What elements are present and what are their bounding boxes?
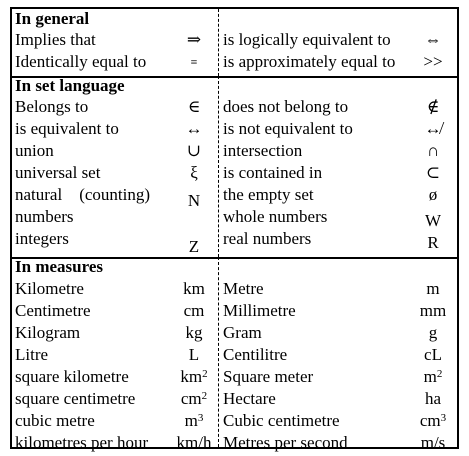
unit-symbol: m — [426, 279, 440, 298]
whole-numbers-symbol: W — [424, 211, 442, 230]
term-label: Implies that — [15, 30, 96, 49]
term-label: natural (counting) — [15, 185, 151, 204]
term-label: Belongs to — [15, 97, 89, 116]
section-heading: In measures — [15, 257, 103, 276]
table-row — [12, 118, 457, 140]
intersection-symbol: ∩ — [426, 141, 440, 160]
term-label: Square meter — [223, 367, 314, 386]
empty-set-symbol: ø — [428, 185, 438, 204]
table-row — [12, 410, 457, 432]
section-general — [12, 9, 457, 78]
integers-symbol: Z — [188, 237, 200, 256]
equivalent-arrow-icon: ↔ — [185, 119, 203, 138]
unit-exponent: 2 — [436, 368, 443, 380]
term-label: integers — [15, 229, 69, 248]
not-element-symbol: ∉ — [426, 97, 440, 116]
table-row — [12, 322, 457, 344]
unit-exponent: 3 — [440, 412, 447, 424]
unit-symbol: kg — [185, 323, 203, 342]
natural-numbers-symbol: N — [187, 191, 201, 210]
term-label: cubic metre — [15, 411, 95, 430]
term-label: Gram — [223, 323, 262, 342]
term-label: Hectare — [223, 389, 276, 408]
table-row — [12, 228, 457, 256]
term-label: Cubic centimetre — [223, 411, 340, 430]
term-label: Centimetre — [15, 301, 91, 320]
section-measures — [12, 257, 457, 452]
table-row — [12, 278, 457, 300]
term-label: universal set — [15, 163, 101, 182]
approx-symbol: >> — [423, 52, 443, 71]
table-row — [12, 206, 457, 228]
term-label: is contained in — [223, 163, 323, 182]
term-label: Metre — [223, 279, 264, 298]
unit-symbol: m/s — [420, 433, 446, 452]
unit-symbol: mm — [419, 301, 447, 320]
term-label: is not equivalent to — [223, 119, 353, 138]
unit-exponent: 2 — [201, 390, 208, 402]
unit-symbol: L — [188, 345, 200, 364]
unit-symbol: ha — [424, 389, 442, 408]
unit-symbol — [413, 366, 453, 388]
unit-symbol: cL — [424, 345, 442, 364]
term-label: the empty set — [223, 185, 314, 204]
term-label: whole numbers — [223, 207, 328, 226]
unit-base: m — [184, 411, 198, 430]
unit-symbol: km — [183, 279, 205, 298]
subset-symbol: ⊂ — [425, 163, 441, 182]
term-label: Identically equal to — [15, 52, 147, 71]
real-numbers-symbol: R — [427, 233, 439, 252]
section-heading: In general — [15, 9, 90, 28]
unit-exponent: 3 — [197, 412, 204, 424]
unit-symbol — [169, 388, 219, 410]
identical-symbol: ≡ — [190, 55, 198, 69]
implies-arrow-icon: ⇒ — [186, 30, 202, 49]
unit-symbol — [169, 410, 219, 432]
term-label: real numbers — [223, 229, 312, 248]
term-label: Metres per second — [223, 433, 348, 452]
table-row — [12, 300, 457, 322]
element-of-symbol: ∈ — [187, 97, 201, 116]
term-label: numbers — [15, 207, 74, 226]
unit-symbol: cm — [183, 301, 205, 320]
term-label: Millimetre — [223, 301, 296, 320]
term-label: kilometres per hour — [15, 433, 149, 452]
term-label: intersection — [223, 141, 303, 160]
unit-base: m — [423, 367, 437, 386]
table-row — [12, 162, 457, 184]
union-symbol: ∪ — [186, 141, 202, 160]
symbols-table — [10, 7, 459, 452]
table-row — [12, 388, 457, 410]
table-row — [12, 344, 457, 366]
unit-symbol — [169, 366, 219, 388]
term-label: is approximately equal to — [223, 52, 396, 71]
table-row — [12, 140, 457, 162]
unit-symbol — [413, 410, 453, 432]
term-label: square kilometre — [15, 367, 129, 386]
unit-exponent: 2 — [202, 368, 208, 380]
unit-symbol: km/h — [176, 433, 212, 452]
term-label: does not belong to — [223, 97, 349, 116]
term-label: is logically equivalent to — [223, 30, 391, 49]
not-equivalent-arrow-icon: ↮ — [424, 119, 442, 138]
term-label: Litre — [15, 345, 49, 364]
section-heading: In set language — [15, 76, 125, 95]
table-row — [12, 184, 457, 210]
table-row — [12, 366, 457, 388]
term-label: Kilometre — [15, 279, 84, 298]
unit-symbol: g — [428, 323, 438, 342]
term-label: union — [15, 141, 54, 160]
table-row — [12, 96, 457, 118]
section-sets — [12, 76, 457, 259]
table-row — [12, 29, 457, 51]
double-arrow-icon: ⇔ — [424, 30, 442, 49]
table-row — [12, 51, 457, 73]
universal-set-symbol: ξ — [190, 163, 198, 182]
table-row — [12, 432, 457, 454]
term-label: is equivalent to — [15, 119, 119, 138]
unit-base: cm — [180, 389, 202, 408]
term-label: Centilitre — [223, 345, 288, 364]
term-label: Kilogram — [15, 323, 81, 342]
term-label: square centimetre — [15, 389, 136, 408]
unit-base: cm — [419, 411, 441, 430]
unit-base: km — [180, 367, 203, 386]
